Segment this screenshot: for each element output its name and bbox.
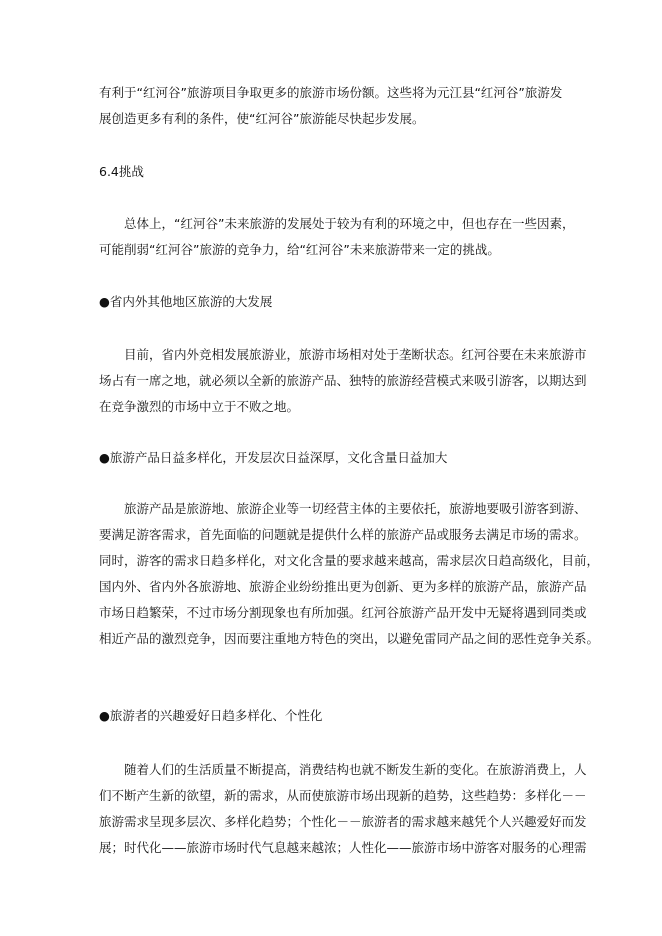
paragraph-regional-competition [99,342,587,420]
text-line: 展创造更多有利的条件，使“红河谷”旅游能尽快起步发展。 [99,111,425,126]
paragraph-market-share [99,80,569,132]
text-line: 同时，游客的需求日趋多样化，对文化含量的要求越来越高，需求层次日趋高级化，目前， [99,553,600,568]
paragraph-challenges-intro [99,211,575,263]
text-line: 总体上，“红河谷”未来旅游的发展处于较为有利的环境之中，但也存在一些因素， [99,216,575,231]
text-line: 场占有一席之地，就必须以全新的旅游产品、独特的旅游经营模式来吸引游客，以期达到 [99,373,587,388]
text-line: 旅游产品是旅游地、旅游企业等一切经营主体的主要依托，旅游地要吸引游客到游、 [99,501,587,516]
bullet-heading-regional-competition: ●省内外其他地区旅游的大发展 [99,294,273,309]
text-line: 可能削弱“红河谷”旅游的竞争力，给“红河谷”未来旅游带来一定的挑战。 [99,242,500,257]
text-line: 旅游需求呈现多层次、多样化趋势；个性化－－旅游者的需求越来越凭个人兴趣爱好而发 [99,814,587,829]
section-heading-challenges: 6.4挑战 [99,164,144,179]
text-line: 市场日趋繁荣，不过市场分割现象也有所加强。红河谷旅游产品开发中无疑将遇到同类或 [99,605,587,620]
text-line: 在竞争激烈的市场中立于不败之地。 [99,399,300,414]
text-line: 相近产品的激烈竞争，因而要注重地方特色的突出，以避免雷同产品之间的恶性竞争关系。 [99,631,600,646]
paragraph-product-diversification [99,496,600,652]
text-line: 国内外、省内外各旅游地、旅游企业纷纷推出更为创新、更为多样的旅游产品，旅游产品 [99,579,587,594]
text-line: 们不断产生新的欲望，新的需求，从而使旅游市场出现新的趋势，这些趋势：多样化－－ [99,788,587,803]
text-line: 展；时代化——旅游市场时代气息越来越浓；人性化——旅游市场中游客对服务的心理需 [99,840,587,855]
paragraph-tourist-interests [99,757,587,861]
bullet-heading-product-diversification: ●旅游产品日益多样化，开发层次日益深厚，文化含量日益加大 [99,450,448,465]
text-line: 要满足游客需求，首先面临的问题就是提供什么样的旅游产品或服务去满足市场的需求。 [99,527,587,542]
text-line: 目前，省内外竞相发展旅游业，旅游市场相对处于垄断状态。红河谷要在未来旅游市 [99,347,587,362]
text-line: 随着人们的生活质量不断提高，消费结构也就不断发生新的变化。在旅游消费上，人 [99,762,587,777]
text-line: 有利于“红河谷”旅游项目争取更多的旅游市场份额。这些将为元江县“红河谷”旅游发 [99,85,563,100]
bullet-heading-tourist-interests: ●旅游者的兴趣爱好日趋多样化、个性化 [99,708,323,723]
